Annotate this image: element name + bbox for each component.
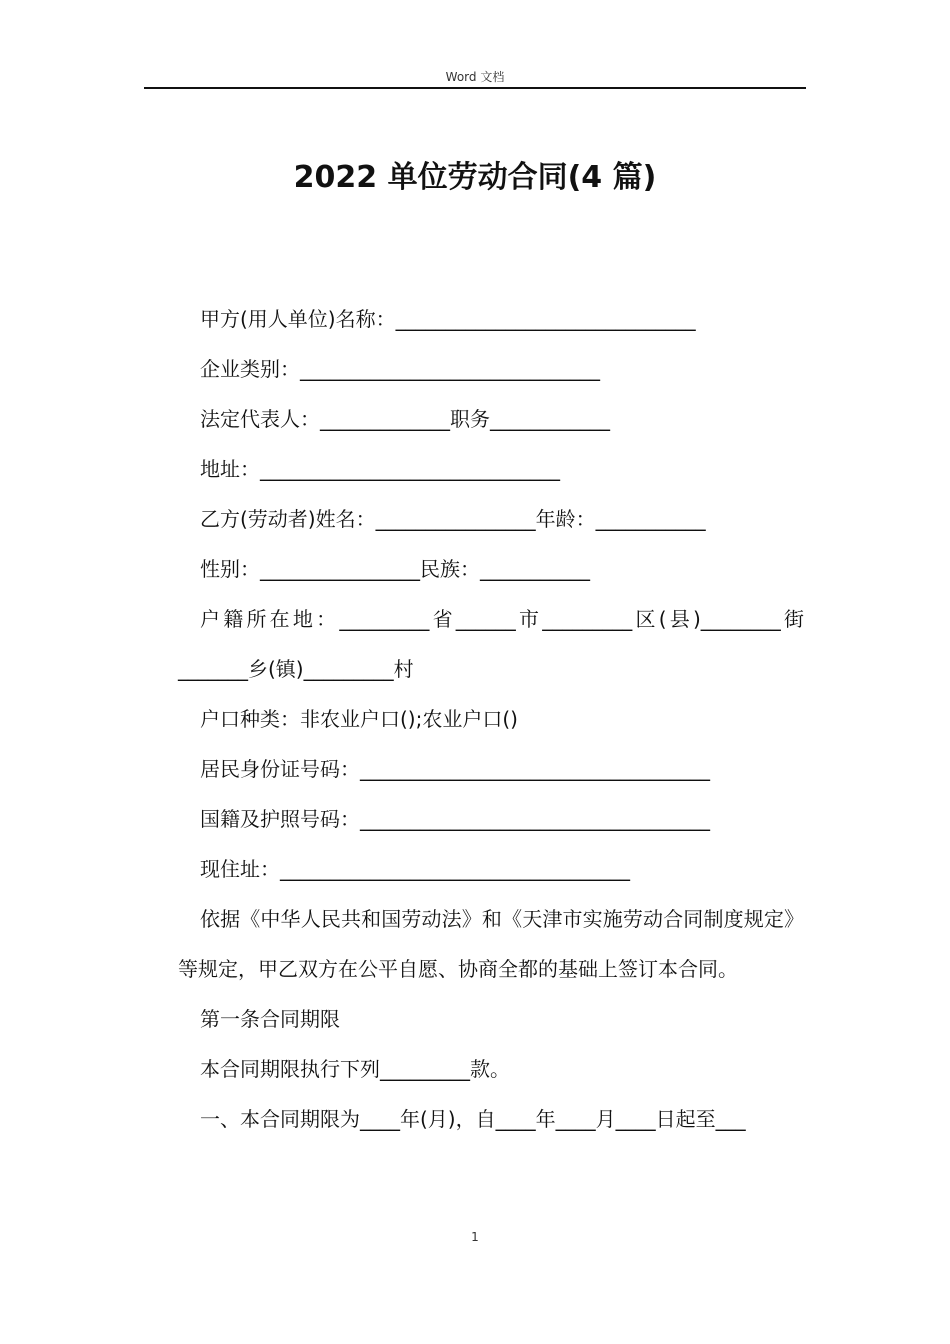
contract-term-item-one: 一、本合同期限为____年(月)，自____年____月____日起至___ bbox=[200, 1107, 746, 1131]
legal-representative-line: 法定代表人：_____________职务____________ bbox=[200, 407, 610, 431]
party-b-name-line: 乙方(劳动者)姓名：________________年龄：___________ bbox=[200, 507, 706, 531]
nationality-passport-line: 国籍及护照号码：___________________________________ bbox=[200, 807, 710, 831]
page-header-text: Word 文档 bbox=[445, 70, 505, 84]
address-line: 地址：______________________________ bbox=[200, 457, 560, 481]
page-number: 1 bbox=[471, 1230, 479, 1244]
current-address-line: 现住址：___________________________________ bbox=[200, 857, 630, 881]
enterprise-type-line: 企业类别：______________________________ bbox=[200, 357, 600, 381]
legal-basis-paragraph: 依据《中华人民共和国劳动法》和《天津市实施劳动合同制度规定》等规定，甲乙双方在公平自愿、协商全都的基础上签订本合同。 bbox=[178, 907, 804, 981]
gender-ethnicity-line: 性别：________________民族：___________ bbox=[200, 557, 590, 581]
document-title: 2022 单位劳动合同(4 篇) bbox=[293, 160, 657, 195]
header-divider bbox=[144, 87, 806, 89]
contract-term-clause: 本合同期限执行下列_________款。 bbox=[200, 1057, 510, 1081]
article-one-heading: 第一条合同期限 bbox=[200, 1007, 340, 1031]
id-number-line: 居民身份证号码：___________________________________ bbox=[200, 757, 710, 781]
household-registration-line: 户籍所在地：_________省______市_________区(县)________街_______乡(镇)_________村 bbox=[178, 607, 804, 681]
party-a-name-line: 甲方(用人单位)名称：______________________________ bbox=[200, 307, 696, 331]
household-type-line: 户口种类：非农业户口();农业户口() bbox=[200, 707, 518, 731]
document-body bbox=[178, 294, 804, 1144]
